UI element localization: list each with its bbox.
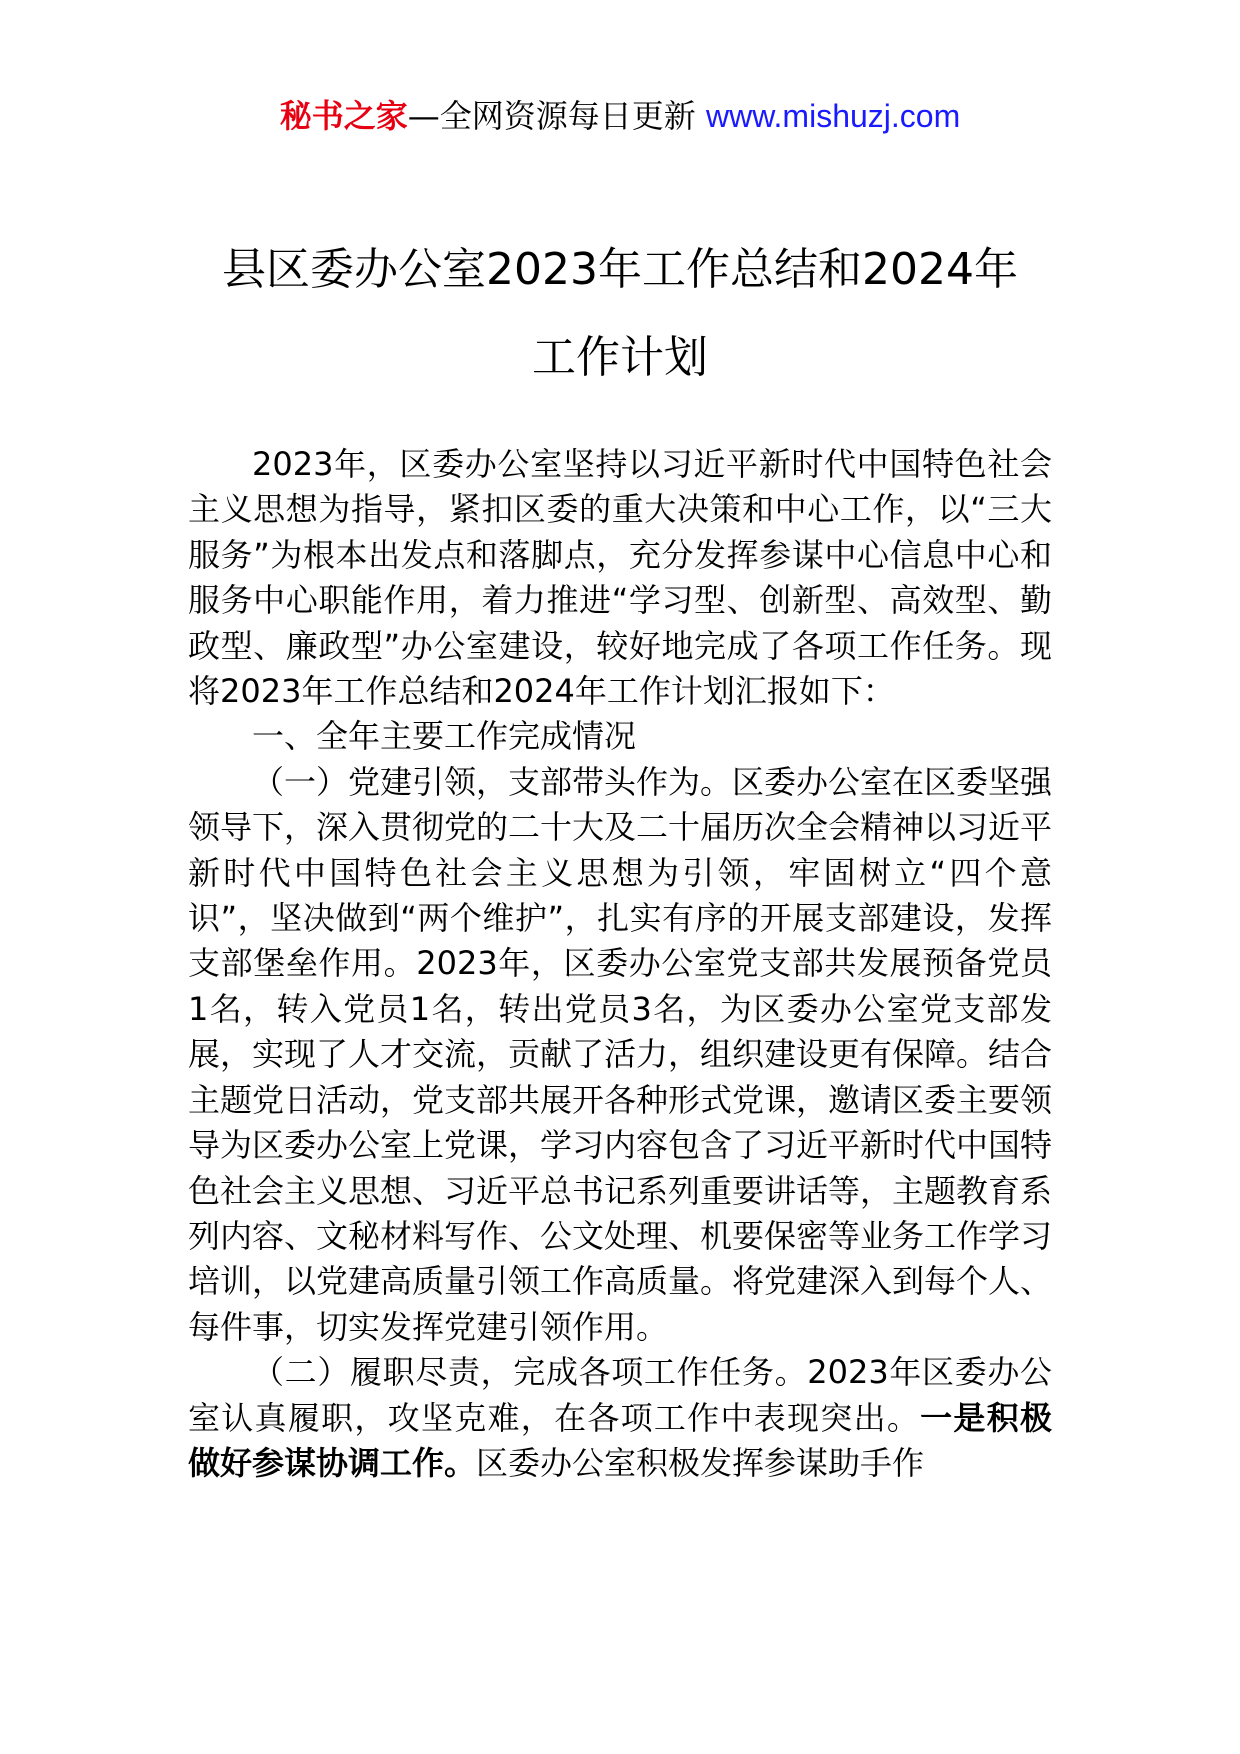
- site-url-link[interactable]: www.mishuzj.com: [705, 98, 961, 134]
- title-line-1: 县区委办公室2023年工作总结和2024年: [222, 244, 1018, 295]
- title-line-2: 工作计划: [532, 332, 708, 383]
- duties-paragraph-start: （二）履职尽责，完成各项工作任务。2023年区委办公室认真履职，攻坚克难，在各项工作中表现突出。: [188, 1353, 1052, 1437]
- document-title: [150, 226, 1090, 402]
- duties-paragraph: [188, 1350, 1052, 1486]
- duties-paragraph-bold: 一是积极做好参谋协调工作。: [188, 1398, 1052, 1482]
- header-tagline: —全网资源每日更新: [407, 97, 696, 135]
- brand-name: 秘书之家: [279, 97, 408, 135]
- site-header: [0, 96, 1240, 136]
- duties-paragraph-end: 区委办公室积极发挥参谋助手作: [476, 1443, 925, 1482]
- document-body: [188, 442, 1052, 1486]
- intro-paragraph: 2023年，区委办公室坚持以习近平新时代中国特色社会主义思想为指导，紧扣区委的重大决策和中心工作，以“三大服务”为根本出发点和落脚点，充分发挥参谋中心信息中心和服务中心职能作用，着力推进“学习型、创新型、高效型、勤政型、廉政型”办公室建设，较好地完成了各项工作任务。现将2023年工作总结和2024年工作计划汇报如下：: [188, 445, 1052, 711]
- party-building-paragraph: （一）党建引领，支部带头作为。区委办公室在区委坚强领导下，深入贯彻党的二十大及二十届历次全会精神以习近平新时代中国特色社会主义思想为引领，牢固树立“四个意识”，坚决做到“两个维护”，扎实有序的开展支部建设，发挥支部堡垒作用。2023年，区委办公室党支部共发展预备党员1名，转入党员1名，转出党员3名，为区委办公室党支部发展，实现了人才交流，贡献了活力，组织建设更有保障。结合主题党日活动，党支部共展开各种形式党课，邀请区委主要领导为区委办公室上党课，学习内容包含了习近平新时代中国特色社会主义思想、习近平总书记系列重要讲话等，主题教育系列内容、文秘材料写作、公文处理、机要保密等业务工作学习培训，以党建高质量引领工作高质量。将党建深入到每个人、每件事，切实发挥党建引领作用。: [188, 762, 1053, 1346]
- section-heading: 一、全年主要工作完成情况: [252, 717, 637, 756]
